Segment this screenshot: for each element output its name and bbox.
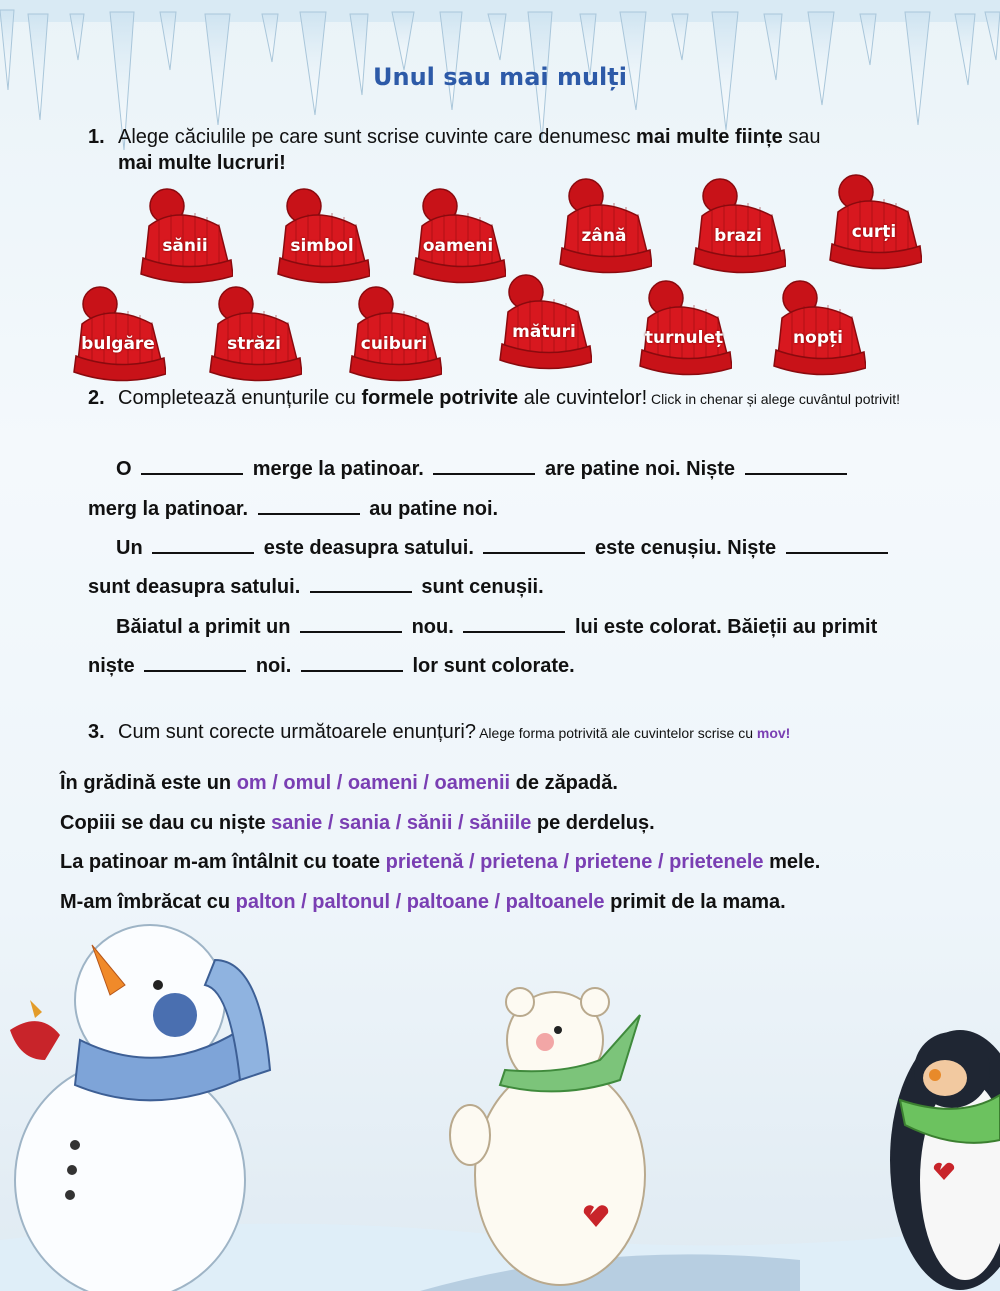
hat-option[interactable] <box>70 284 166 384</box>
sentence-text: La patinoar m-am întâlnit cu toate <box>60 851 386 873</box>
option-separator: / <box>463 851 481 873</box>
sentence-text: lui este colorat. Băieții au primit <box>574 616 878 638</box>
option-separator: / <box>452 812 470 834</box>
word-choice[interactable]: palton <box>235 891 296 913</box>
snowman-illustration <box>10 925 270 1291</box>
option-separator: / <box>417 772 435 794</box>
blank-field[interactable] <box>300 613 402 633</box>
sentence-text: este deasupra satului. <box>263 537 474 559</box>
choice-sentence <box>60 843 820 882</box>
hat-label: sănii <box>162 236 208 256</box>
question-2-text: Completează enunțurile cu <box>118 387 362 409</box>
sentence-text: În grădină este un <box>60 772 237 794</box>
question-1-bold-2: mai multe lucruri! <box>118 152 286 174</box>
option-separator: / <box>331 772 348 794</box>
sentence-text: Copiii se dau cu niște <box>60 812 272 834</box>
word-choice[interactable]: prietenele <box>669 851 764 873</box>
hat-option[interactable] <box>137 186 233 286</box>
option-separator: / <box>488 891 506 913</box>
hat-option[interactable] <box>410 186 506 286</box>
exercise-line <box>88 489 948 529</box>
hat-label: oameni <box>422 236 494 256</box>
sentence-text: Un <box>116 537 143 559</box>
sentence-text: M-am îmbrăcat cu <box>60 891 236 913</box>
sentence-text: O <box>116 458 132 480</box>
sentence-text: au patine noi. <box>369 498 499 520</box>
sentence-text: primit de la mama. <box>604 891 786 913</box>
sentence-text: mele. <box>763 851 821 873</box>
question-1-text: Alege căciulile pe care sunt scrise cuvinte care denumesc <box>118 126 637 148</box>
question-3-hint-accent: mov! <box>756 725 791 741</box>
word-choice[interactable]: paltoane <box>406 891 489 913</box>
question-2-text-b: ale cuvintelor! <box>518 387 648 409</box>
option-separator: / <box>390 891 407 913</box>
question-number: 3. <box>88 721 105 743</box>
word-choice[interactable]: sănii <box>406 812 453 834</box>
hat-label: brazi <box>714 226 762 246</box>
question-3-text: Cum sunt corecte următoarele enunțuri? <box>118 721 476 743</box>
sentence-text: are patine noi. Niște <box>544 458 736 480</box>
sentence-text: sunt deasupra satului. <box>88 576 301 598</box>
hat-option[interactable] <box>556 176 652 276</box>
hat-option[interactable] <box>346 284 442 384</box>
sentence-text: merg la patinoar. <box>88 498 249 520</box>
question-1-bold: mai multe ființe <box>636 126 783 148</box>
choice-sentence <box>60 764 618 803</box>
exercise-line <box>116 449 946 489</box>
option-separator: / <box>266 772 284 794</box>
choice-sentence <box>60 883 786 922</box>
question-number: 1. <box>88 126 105 148</box>
word-choice[interactable]: paltonul <box>312 891 391 913</box>
blank-field[interactable] <box>152 534 254 554</box>
exercise-line <box>88 567 948 607</box>
choice-sentence <box>60 804 655 843</box>
hat-option[interactable] <box>826 172 922 272</box>
hat-label: străzi <box>227 334 281 354</box>
blank-field[interactable] <box>433 455 535 475</box>
sentence-text: nou. <box>411 616 454 638</box>
hat-label: zână <box>581 226 627 246</box>
exercise-line <box>116 607 956 647</box>
hat-option[interactable] <box>496 272 592 372</box>
sentence-text: lor sunt colorate. <box>412 655 575 677</box>
word-choice[interactable]: oameni <box>347 772 418 794</box>
blank-field[interactable] <box>310 573 412 593</box>
blank-field[interactable] <box>258 495 360 515</box>
page-title: Unul sau mai mulți <box>373 63 627 91</box>
hat-option[interactable] <box>206 284 302 384</box>
question-number: 2. <box>88 387 105 409</box>
option-separator: / <box>652 851 670 873</box>
word-choice[interactable]: prietene <box>574 851 653 873</box>
blank-field[interactable] <box>141 455 243 475</box>
hat-option[interactable] <box>690 176 786 276</box>
question-3 <box>88 719 938 746</box>
blank-field[interactable] <box>301 652 403 672</box>
hat-label: mături <box>512 322 576 342</box>
option-separator: / <box>390 812 407 834</box>
hat-label: simbol <box>290 236 354 256</box>
sentence-text: merge la patinoar. <box>252 458 424 480</box>
question-1-text-b: sau <box>782 126 821 148</box>
word-choice[interactable]: sanie <box>271 812 323 834</box>
sentence-text: este cenușiu. Niște <box>595 537 777 559</box>
exercise-line <box>88 646 948 686</box>
hat-label: cuiburi <box>360 334 428 354</box>
blank-field[interactable] <box>745 455 847 475</box>
sentence-text: Băiatul a primit un <box>116 616 291 638</box>
word-choice[interactable]: prietena <box>480 851 558 873</box>
blank-field[interactable] <box>463 613 565 633</box>
hat-label: bulgăre <box>81 334 155 354</box>
sentence-text: de zăpadă. <box>510 772 618 794</box>
option-separator: / <box>295 891 313 913</box>
sentence-text: noi. <box>255 655 292 677</box>
exercise-line <box>116 528 946 568</box>
question-1 <box>88 124 938 176</box>
hat-label: nopți <box>793 328 843 348</box>
hat-label: turnuleț <box>644 328 724 348</box>
word-choice[interactable]: omul <box>283 772 332 794</box>
hat-option[interactable] <box>636 278 732 378</box>
hat-label: curți <box>851 222 897 242</box>
question-2-bold: formele potrivite <box>361 387 519 409</box>
option-separator: / <box>557 851 575 873</box>
blank-field[interactable] <box>483 534 585 554</box>
word-choice[interactable]: sania <box>338 812 391 834</box>
hat-option[interactable] <box>274 186 370 286</box>
sentence-text: pe derdeluș. <box>531 812 655 834</box>
question-2 <box>88 385 938 412</box>
hat-option[interactable] <box>770 278 866 378</box>
sentence-text: niște <box>88 655 135 677</box>
question-3-hint: Alege forma potrivită ale cuvintelor scrise cu <box>475 725 757 741</box>
word-choice[interactable]: oamenii <box>434 772 511 794</box>
word-choice[interactable]: paltoanele <box>505 891 605 913</box>
question-2-hint: Click in chenar și alege cuvântul potrivit! <box>647 391 901 407</box>
blank-field[interactable] <box>786 534 888 554</box>
word-choice[interactable]: săniile <box>469 812 532 834</box>
word-choice[interactable]: prietenă <box>385 851 464 873</box>
blank-field[interactable] <box>144 652 246 672</box>
option-separator: / <box>322 812 339 834</box>
word-choice[interactable]: om <box>236 772 267 794</box>
sentence-text: sunt cenușii. <box>421 576 544 598</box>
